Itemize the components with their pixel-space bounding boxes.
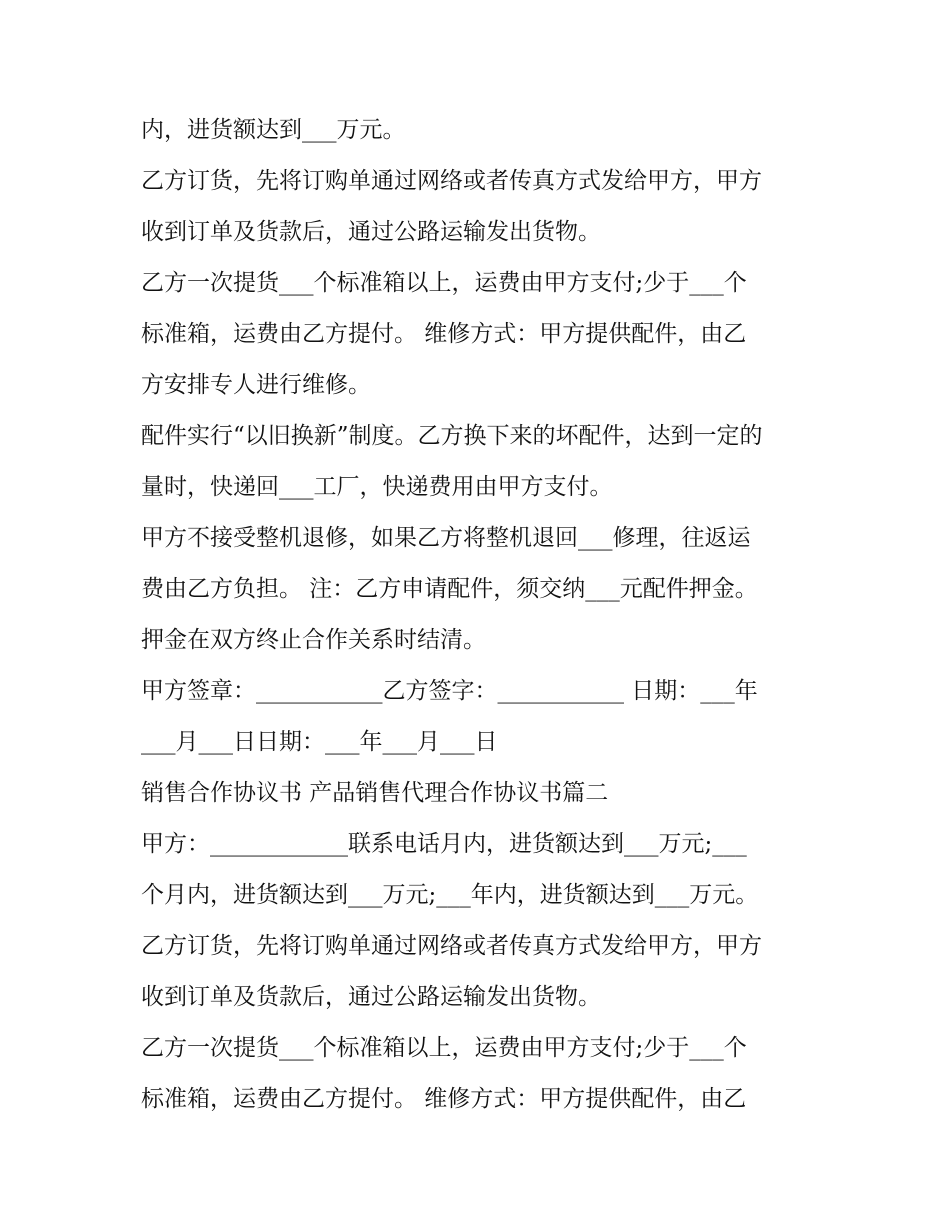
text-line-5: 标准箱，运费由乙方提付。 维修方式：甲方提供配件，由乙	[141, 321, 747, 347]
text-line-4: 乙方一次提货___个标准箱以上，运费由甲方支付;少于___个	[141, 270, 747, 296]
text-line-6: 方安排专人进行维修。	[141, 372, 371, 398]
text-line-19: 乙方一次提货___个标准箱以上，运费由甲方支付;少于___个	[141, 1035, 747, 1061]
text-line-16: 个月内，进货额达到___万元;___年内，进货额达到___万元。	[141, 882, 759, 908]
text-line-9: 甲方不接受整机退修，如果乙方将整机退回___修理，往返运	[141, 525, 751, 551]
text-line-1: 内，进货额达到___万元。	[141, 117, 406, 143]
text-line-2: 乙方订货，先将订购单通过网络或者传真方式发给甲方，甲方	[141, 168, 762, 194]
signature-line: 甲方签章：___________乙方签字：___________ 日期：___年	[141, 678, 758, 704]
text-line-8: 量时，快递回___工厂，快递费用由甲方支付。	[141, 474, 613, 500]
date-line: ___月___日日期：___年___月___日	[141, 729, 498, 755]
text-line-3: 收到订单及货款后，通过公路运输发出货物。	[141, 219, 601, 245]
document-body	[141, 105, 821, 1125]
text-line-10: 费由乙方负担。 注：乙方申请配件，须交纳___元配件押金。	[141, 576, 758, 602]
text-line-15: 甲方：____________联系电话月内，进货额达到___万元;___	[141, 831, 747, 857]
text-line-11: 押金在双方终止合作关系时结清。	[141, 627, 486, 653]
text-line-7: 配件实行“以旧换新”制度。乙方换下来的坏配件，达到一定的	[141, 423, 763, 449]
text-line-20: 标准箱，运费由乙方提付。 维修方式：甲方提供配件，由乙	[141, 1086, 747, 1112]
section-heading: 销售合作协议书 产品销售代理合作协议书篇二	[141, 780, 609, 806]
text-line-18: 收到订单及货款后，通过公路运输发出货物。	[141, 984, 601, 1010]
text-line-17: 乙方订货，先将订购单通过网络或者传真方式发给甲方，甲方	[141, 933, 762, 959]
